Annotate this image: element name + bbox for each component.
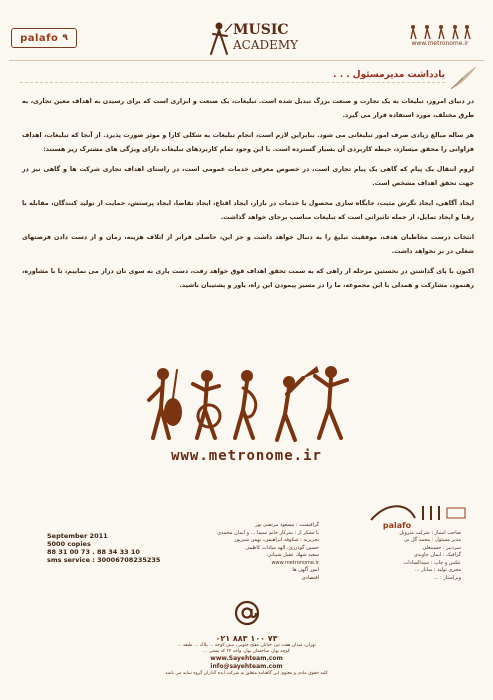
credits-block <box>37 521 461 581</box>
credit-line: گرافیک : ایمان جاویدی <box>413 552 461 558</box>
credit-line: سعید شهلا، عقیل شیبانی <box>267 552 319 558</box>
page-header <box>9 20 484 58</box>
credit-line: سردبیر : حسینعلی <box>422 544 461 551</box>
copyright-footer: کلیه حقوق مادی و معنوی این گاهنامه متعلق به شرکت ایده گذاران گروه سایه می باشد <box>165 671 328 676</box>
violinist-icon <box>205 20 235 56</box>
credits-logo-text: palafo <box>382 521 412 530</box>
quill-icon <box>449 64 479 90</box>
contact-website: www.Sayehteam.com <box>210 655 283 662</box>
credit-line: مجری تولید : ساناز ... <box>414 567 461 573</box>
credit-line: با تشکر از : سرکار خانم سیما ... و ایمان محمدی <box>217 529 319 536</box>
sms-service: sms service : 30006708235235 <box>47 556 161 564</box>
contact-phone: ۰۲۱ ۸۸۳ ۱۰۰ ۷۳ <box>215 634 278 643</box>
header-divider <box>9 60 484 61</box>
credit-line: ویراستار : ... <box>433 574 461 581</box>
article-body <box>22 95 474 299</box>
paragraph: هر ساله مبالغ زیادی صرف امور تبلیغاتی می شود. بنابراین لازم است، انجام تبلیغات به شکلی کارا و موثر صورت پذیرد. از آنجا که تبلیغات، اهداف فراوانی را محقق میسازد، حیطه کاربردی آن بسیار گسترده است. با این وجود تمام کاربردهای تبلیغات دارای ویژگی های مشترک زیر هستند: <box>22 132 474 153</box>
title-rule <box>20 82 445 83</box>
academy-line1: MUSIC <box>233 22 289 38</box>
credits-middle-column <box>169 522 319 582</box>
contact-address-2: کوچه بهار، ساختمان بهار، واحد ۳۲ کد پستی ... <box>203 649 290 654</box>
credit-line: امور آگهی ها <box>292 567 319 573</box>
credit-line: عکس و چاپ : سیدالسادات <box>403 559 461 566</box>
credits-logo-icon <box>367 500 467 522</box>
credit-line: www.metronome.ir <box>271 559 319 566</box>
credit-line: گرافیست : مسعود مرتضی پور <box>255 522 319 528</box>
at-sign-logo-icon <box>234 600 260 626</box>
music-academy-logo <box>205 20 305 56</box>
page-number: ٩ <box>62 33 68 43</box>
credits-right-column <box>333 522 461 582</box>
contact-address-1: تهران، میدان هفت تیر، خیابان مفتح جنوبی، نبش کوچه ... پلاک ... طبقه ... <box>177 643 316 648</box>
page-number-box <box>11 28 77 48</box>
issue-phones: 88 31 00 73 . 88 34 33 10 <box>47 548 140 556</box>
paragraph: اکنون با پای گذاشتن در نخستین مرحله از راهی که به سمت تحقق اهداف فوق خواهد رفت، دست یاری به سوی تان دراز می نماییم، تا با مشاوره، رهنمود، مشارکت و همدلی با این مجموعه، ما را در مسیر پیمودن این راه، یاور و پشتیبان باشید. <box>22 268 474 289</box>
issue-date: September 2011 <box>47 532 108 540</box>
musicians-banner-illustration <box>143 364 351 444</box>
credit-line: اقتصادی <box>301 574 319 581</box>
paragraph: انتخاب درست مخاطبان هدف، موفقیت تبلیغ را به دنبال خواهد داشت و جز این، حاصلی فراتر از اتلاف هزینه، زمان و از دست دادن فرصتهای شغلی در بر نخواهد داشت. <box>22 234 474 255</box>
contact-block <box>0 634 493 676</box>
issue-copies: 5000 copies <box>47 540 91 548</box>
metronome-logo <box>400 24 480 54</box>
credit-line: مدیر مسئول : محمد گل بی <box>403 537 461 543</box>
brand-logo: palafo <box>20 32 59 44</box>
paragraph: در دنیای امروز، تبلیغات به یک تجارت و صنعت بزرگ تبدیل شده است. تبلیغات، یک صنعت و ابزاری است که برای رسیدن به اهداف معین تجاری، به طرق مختلف، مورد استفاده قرار می گیرد. <box>22 98 474 119</box>
paragraph: لزوم انتقال یک پیام که گاهی یک پیام تجاری است، در خصوص معرفی خدمات عمومی است، در راستای اهداف تجاری شرکت ها و گاهی نیز در جهت تحقق اهداف مشخص است. <box>22 166 474 187</box>
banner-url: www.metronome.ir <box>171 448 322 464</box>
academy-line2: ACADEMY <box>233 38 299 52</box>
article-title: یادداشت مدیرمسئول . . . <box>333 70 445 80</box>
musicians-mini-icon <box>405 24 475 40</box>
credit-line: حسین گودرزی، الهه سادات کاظمی <box>245 544 319 551</box>
paragraph: ایجاد آگاهی، ایجاد نگرش مثبت، جایگاه سازی محصول یا خدمات در بازار، ایجاد اقناع، ایجاد تقاضا، ایجاد پرستش، حمایت از تولید کنندگان، مقابله با رقبا و ایجاد تمایل، از جمله تاثیراتی است که تبلیغات مناسب برجای خواهد گذاشت. <box>22 200 474 221</box>
credit-line: تحریریه : شکوفه ابراهیمی، بهمن شیرپور <box>234 537 319 543</box>
contact-email: info@sayehteam.com <box>210 663 283 670</box>
issue-info <box>47 532 160 564</box>
credit-line: صاحب امتیاز : شرکت متروپل <box>399 529 461 536</box>
header-site-url: www.metronome.ir <box>411 40 469 47</box>
